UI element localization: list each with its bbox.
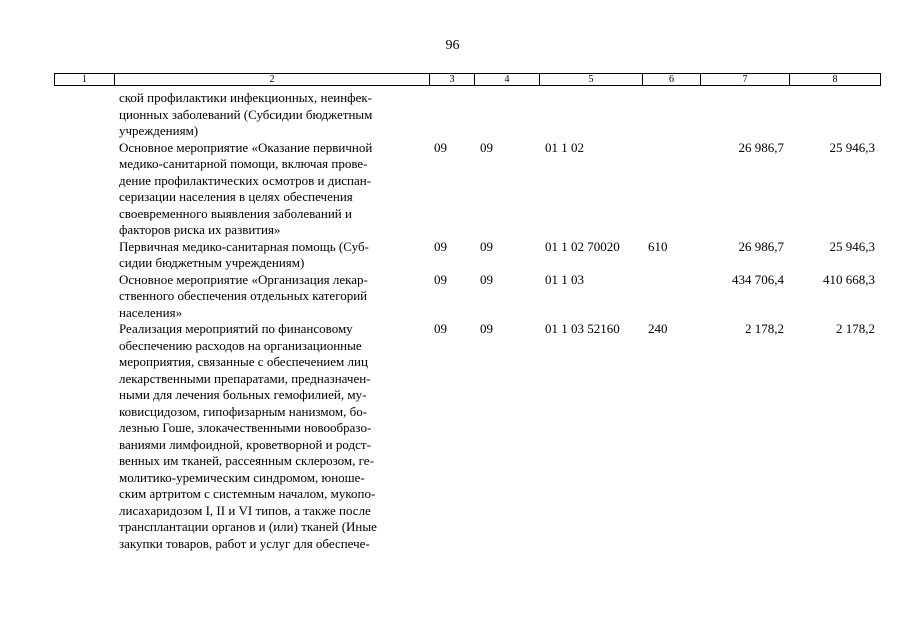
amount-column-8: 410 668,3 [823,271,875,287]
section-code: 09 [434,238,447,254]
description-line: Реализация мероприятий по финансовому [119,321,353,336]
amount-column-8: 2 178,2 [836,321,875,336]
description-line: ковисцидозом, гипофизарным нанизмом, бо- [119,403,368,419]
row-description [119,239,429,272]
description-line: дение профилактических осмотров и диспан- [119,172,372,188]
amount-column-7: 434 706,4 [732,271,784,287]
budget-table-body [0,90,905,552]
subsection-code: 09 [480,321,493,336]
target-article-code: 01 1 03 [545,271,584,287]
subsection-code: 09 [480,238,493,254]
description-line: венных им тканей, рассеянным склерозом, ге- [119,453,374,468]
column-number-6: 6 [643,74,701,86]
description-line: лезнью Гоше, злокачественными новообразо- [119,420,372,435]
amount-column-7: 26 986,7 [738,238,784,254]
description-line: трансплантации органов и (или) тканей (Иные [119,519,377,534]
section-code: 09 [434,271,447,287]
description-line: серизации населения в целях обеспечения [119,189,353,204]
target-article-code: 01 1 02 70020 [545,238,620,254]
section-code: 09 [434,139,447,155]
description-line: молитико-уремическим синдромом, юноше- [119,469,365,485]
column-number-2: 2 [115,74,430,86]
description-line: ской профилактики инфекционных, неинфек- [119,90,372,105]
row-description [119,272,429,322]
row-description [119,321,429,552]
column-number-5: 5 [540,74,643,86]
description-line: ским артритом с системным началом, мукопо- [119,486,376,501]
description-line: ными для лечения больных гемофилией, му- [119,387,367,402]
row-description [119,140,429,239]
description-line: лисахаридозом I, II и VI типов, а также после [119,502,371,518]
description-line: медико-санитарной помощи, включая прове- [119,156,368,171]
description-line: Основное мероприятие «Организация лекар- [119,271,368,287]
table-row [0,90,905,140]
description-line: обеспечению расходов на организационные [119,337,362,353]
description-line: закупки товаров, работ и услуг для обеспече- [119,535,370,551]
subsection-code: 09 [480,139,493,155]
description-line: населения» [119,304,183,320]
description-line: своевременного выявления заболеваний и [119,205,352,221]
description-line: учреждениям) [119,123,199,138]
column-number-8: 8 [790,74,881,86]
column-number-header [54,73,881,86]
subsection-code: 09 [480,271,493,287]
description-line: сидии бюджетным учреждениям) [119,255,305,270]
description-line: мероприятия, связанные с обеспечением лиц [119,354,368,369]
description-line: факторов риска их развития» [119,222,281,237]
description-line: ционных заболеваний (Субсидии бюджетным [119,106,373,122]
description-line: Первичная медико-санитарная помощь (Суб- [119,238,369,254]
section-code: 09 [434,321,447,336]
description-line: Основное мероприятие «Оказание первичной [119,139,373,155]
column-number-4: 4 [475,74,540,86]
table-row [0,140,905,239]
amount-column-7: 26 986,7 [738,139,784,155]
expense-type-code: 610 [648,238,668,254]
target-article-code: 01 1 02 [545,139,584,155]
amount-column-8: 25 946,3 [829,238,875,254]
amount-column-7: 2 178,2 [745,321,784,336]
column-number-7: 7 [701,74,790,86]
table-row [0,321,905,552]
table-row [0,239,905,272]
description-line: ственного обеспечения отдельных категорий [119,288,368,303]
description-line: ваниями лимфоидной, кроветворной и родст- [119,436,371,452]
table-row [0,272,905,322]
page-number: 96 [445,38,460,53]
row-description [119,90,429,140]
description-line: лекарственными препаратами, предназначен- [119,370,371,386]
amount-column-8: 25 946,3 [829,139,875,155]
expense-type-code: 240 [648,321,668,336]
target-article-code: 01 1 03 52160 [545,321,620,336]
column-number-3: 3 [430,74,475,86]
column-number-1: 1 [55,74,115,86]
